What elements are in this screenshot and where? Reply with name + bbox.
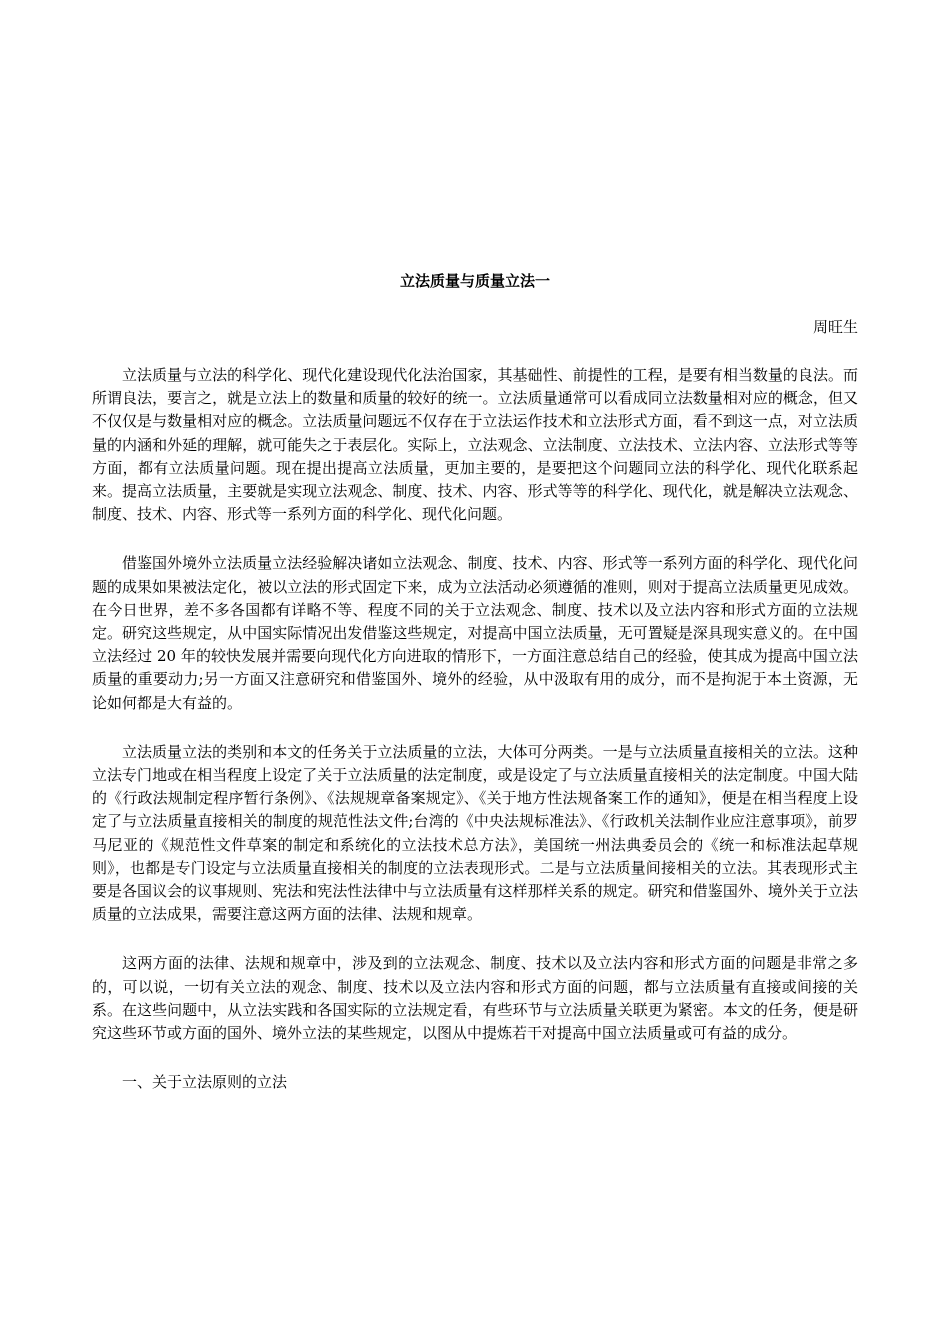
section-heading: 一、关于立法原则的立法	[122, 1073, 288, 1092]
paragraph: 立法质量立法的类别和本文的任务关于立法质量的立法，大体可分两类。一是与立法质量直接相关的立法。这种立法专门地或在相当程度上设定了关于立法质量的法定制度，或是设定了与立法质量直接相关的法定制度。中国大陆的《行政法规制定程序暂行条例》、《法规规章备案规定》、《关于地方性法规备案工作的通知》，便是在相当程度上设定了与立法质量直接相关的制度的规范性法文件;台湾的《中央法规标准法》、《行政机关法制作业应注意事项》，前罗马尼亚的《规范性文件草案的制定和系统化的立法技术总方法》，美国统一州法典委员会的《统一和标准法起草规则》，也都是专门设定与立法质量直接相关的制度的立法表现形式。二是与立法质量间接相关的立法。其表现形式主要是各国议会的议事规则、宪法和宪法性法律中与立法质量有这样那样关系的规定。研究和借鉴国外、境外关于立法质量的立法成果，需要注意这两方面的法律、法规和规章。	[92, 742, 858, 924]
document-body	[92, 364, 858, 1094]
paragraph: 立法质量与立法的科学化、现代化建设现代化法治国家，其基础性、前提性的工程，是要有相当数量的良法。而所谓良法，要言之，就是立法上的数量和质量的较好的统一。立法质量通常可以看成同立法数量相对应的概念，但又不仅仅是与数量相对应的概念。立法质量问题远不仅存在于立法运作技术和立法形式方面，看不到这一点，对立法质量的内涵和外延的理解，就可能失之于表层化。实际上，立法观念、立法制度、立法技术、立法内容、立法形式等等方面，都有立法质量问题。现在提出提高立法质量，更加主要的，是要把这个问题同立法的科学化、现代化联系起来。提高立法质量，主要就是实现立法观念、制度、技术、内容、形式等等的科学化、现代化，就是解决立法观念、制度、技术、内容、形式等一系列方面的科学化、现代化问题。	[92, 366, 858, 524]
document-title: 立法质量与质量立法一	[399, 272, 550, 290]
document-page	[92, 0, 858, 1344]
author-name: 周旺生	[812, 318, 858, 336]
paragraph: 这两方面的法律、法规和规章中，涉及到的立法观念、制度、技术以及立法内容和形式方面的问题是非常之多的，可以说，一切有关立法的观念、制度、技术以及立法内容和形式方面的问题，都与立法质量有直接或间接的关系。在这些问题中，从立法实践和各国实际的立法规定看，有些环节与立法质量关联更为紧密。本文的任务，便是研究这些环节或方面的国外、境外立法的某些规定，以图从中提炼若干对提高中国立法质量或可有益的成分。	[92, 954, 858, 1043]
paragraph: 借鉴国外境外立法质量立法经验解决诸如立法观念、制度、技术、内容、形式等一系列方面的科学化、现代化问题的成果如果被法定化，被以立法的形式固定下来，成为立法活动必须遵循的准则，则对于提高立法质量更见成效。在今日世界，差不多各国都有详略不等、程度不同的关于立法观念、制度、技术以及立法内容和形式方面的立法规定。研究这些规定，从中国实际情况出发借鉴这些规定，对提高中国立法质量，无可置疑是深具现实意义的。在中国立法经过 20 年的较快发展并需要向现代化方向进取的情形下，一方面注意总结自己的经验，使其成为提高中国立法质量的重要动力;另一方面又注意研究和借鉴国外、境外的经验，从中汲取有用的成分，而不是拘泥于本土资源，无论如何都是大有益的。	[92, 554, 858, 712]
